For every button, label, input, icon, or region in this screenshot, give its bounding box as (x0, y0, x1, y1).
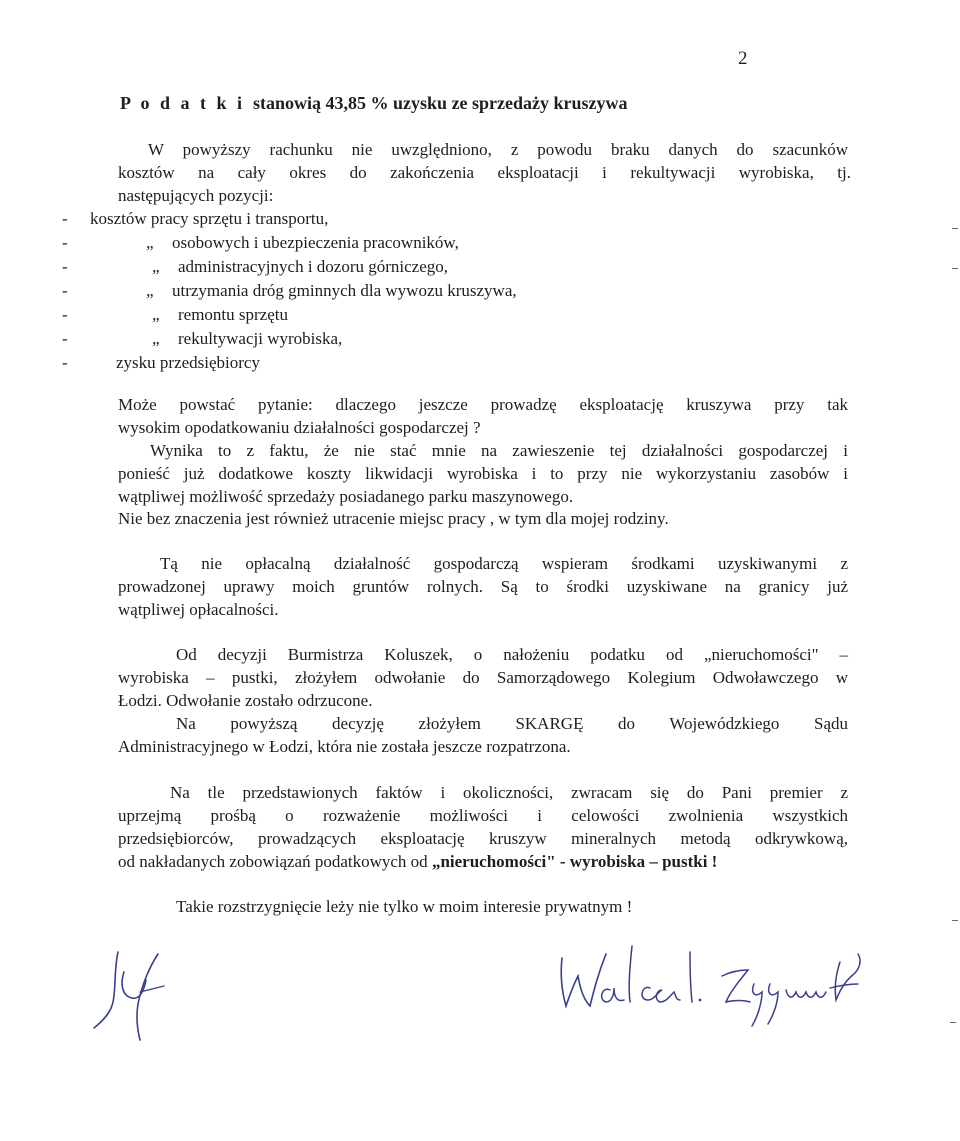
list-item: „ rekultywacji wyrobiska, (152, 329, 343, 348)
para2-line-5: wątpliwej możliwość sprzedaży posiadanego parku maszynowego. (118, 487, 574, 506)
para4-line-4: Na powyższą decyzję złożyłem SKARGĘ do Wojewódzkiego Sądu (176, 714, 848, 733)
para5-line-1: Na tle przedstawionych faktów i okoliczności, zwracam się do Pani premier z (170, 783, 848, 802)
ditto-mark: „ (152, 257, 160, 276)
list-bullet: - (62, 353, 68, 372)
para4-line-5: Administracyjnego w Łodzi, która nie została jeszcze rozpatrzona. (118, 737, 571, 756)
para3-line-3: wątpliwej opłacalności. (118, 600, 279, 619)
scan-mark (950, 1022, 956, 1023)
para2-line-3: Wynika to z faktu, że nie stać mnie na zawieszenie tej działalności gospodarczej i (150, 441, 848, 460)
list-item: „ administracyjnych i dozoru górniczego, (152, 257, 449, 276)
scan-mark (952, 268, 958, 269)
para2-line-4: ponieść już dodatkowe koszty likwidacji wyrobiska i to przy nie wykorzystaniu zasobów i (118, 464, 848, 483)
list-bullet: - (62, 329, 68, 348)
para5-line-3: przedsiębiorców, prowadzących eksploatację kruszyw mineralnych metodą odkrywkową, (118, 829, 848, 848)
list-item: kosztów pracy sprzętu i transportu, (90, 209, 329, 228)
para2-line-2: wysokim opodatkowaniu działalności gospodarczej ? (118, 418, 481, 437)
para3-line-2: prowadzonej uprawy moich gruntów rolnych. Są to środki uzyskiwane na granicy już (118, 577, 848, 596)
scan-mark (952, 920, 958, 921)
list-item: „ osobowych i ubezpieczenia pracowników, (146, 233, 459, 252)
para2-line-1: Może powstać pytanie: dlaczego jeszcze prowadzę eksploatację kruszywa przy tak (118, 395, 848, 414)
para5-line-2: uprzejmą prośbą o rozważenie możliwości i celowości zwolnienia wszystkich (118, 806, 848, 825)
heading (120, 93, 628, 114)
heading-spaced-word: P o d a t k i (120, 93, 246, 113)
para4-line-1: Od decyzji Burmistrza Koluszek, o nałożeniu podatku od „nieruchomości" – (176, 645, 848, 664)
para1-line-2: kosztów na cały okres do zakończenia eksploatacji i rekultywacji wyrobiska, tj. (118, 163, 851, 182)
emphasized-phrase: „nieruchomości" - wyrobiska – pustki ! (431, 852, 718, 871)
list-item: „ remontu sprzętu (152, 305, 288, 324)
list-bullet: - (62, 305, 68, 324)
page-number: 2 (738, 48, 748, 69)
para4-line-2: wyrobiska – pustki, złożyłem odwołanie do Samorządowego Kolegium Odwoławczego w (118, 668, 848, 687)
ditto-mark: „ (146, 281, 154, 300)
para1-line-3: następujących pozycji: (118, 186, 274, 205)
scan-mark (952, 228, 958, 229)
list-item: „ utrzymania dróg gminnych dla wywozu kruszywa, (146, 281, 517, 300)
handwritten-signature (540, 940, 880, 1030)
list-item: zysku przedsiębiorcy (116, 353, 260, 372)
list-bullet: - (62, 257, 68, 276)
para2-line-6: Nie bez znaczenia jest również utracenie miejsc pracy , w tym dla mojej rodziny. (118, 509, 669, 528)
ditto-mark: „ (146, 233, 154, 252)
ditto-mark: „ (152, 329, 160, 348)
list-bullet: - (62, 209, 68, 228)
list-bullet: - (62, 281, 68, 300)
para1-line-1: W powyższy rachunku nie uwzględniono, z powodu braku danych do szacunków (148, 140, 848, 159)
para4-line-3: Łodzi. Odwołanie zostało odrzucone. (118, 691, 373, 710)
initials-signature (80, 940, 190, 1050)
para3-line-1: Tą nie opłacalną działalność gospodarczą wspieram środkami uzyskiwanymi z (160, 554, 848, 573)
closing-sentence: Takie rozstrzygnięcie leży nie tylko w moim interesie prywatnym ! (176, 897, 633, 916)
list-bullet: - (62, 233, 68, 252)
heading-rest: stanowią 43,85 % uzysku ze sprzedaży kruszywa (253, 93, 628, 113)
para5-line-4: od nakładanych zobowiązań podatkowych od „nieruchomości" - wyrobiska – pustki ! (118, 852, 718, 871)
ditto-mark: „ (152, 305, 160, 324)
